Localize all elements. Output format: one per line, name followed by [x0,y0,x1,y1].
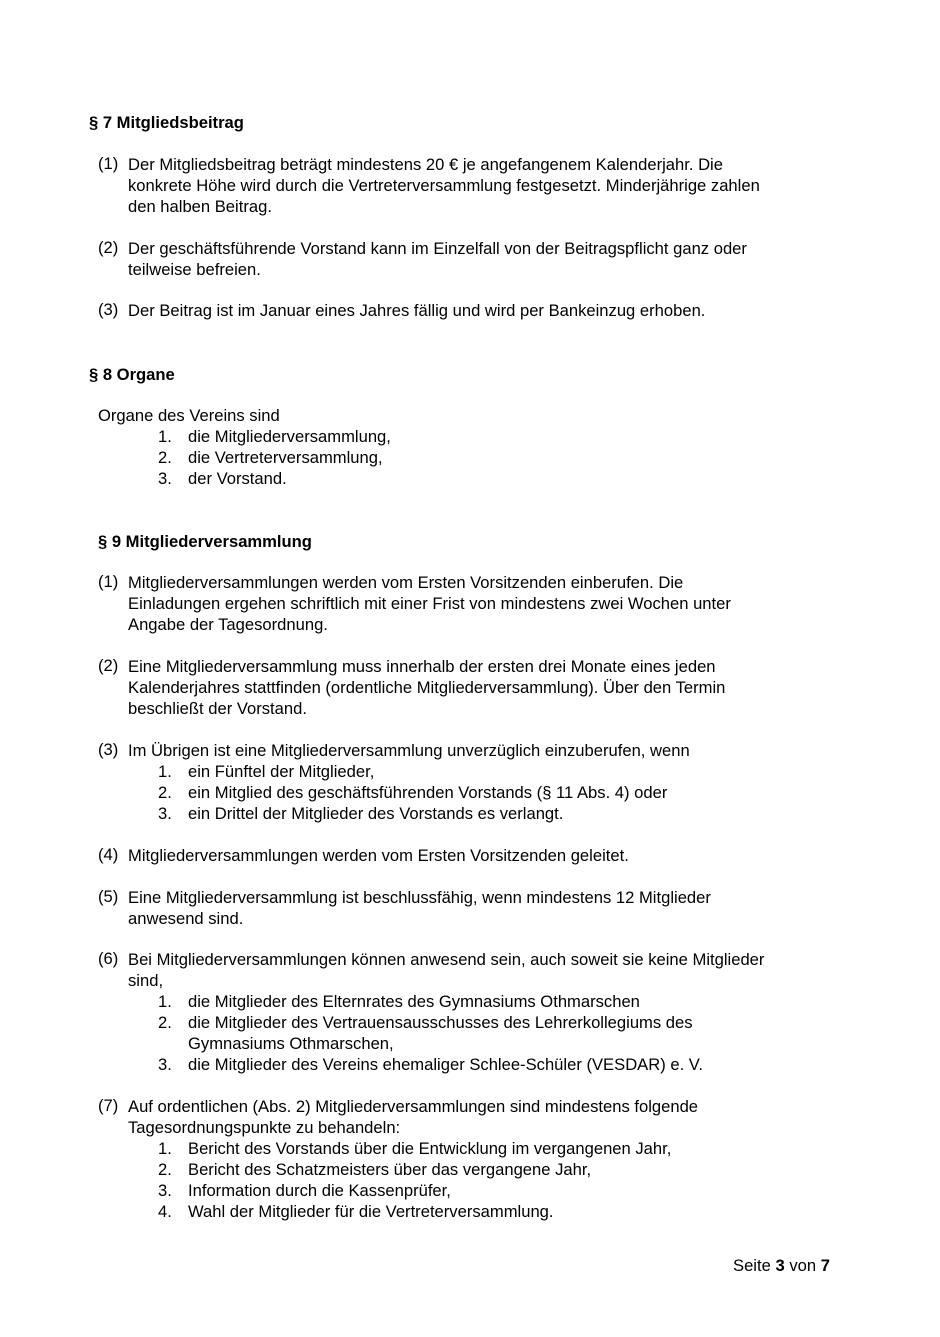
text-line: Im Übrigen ist eine Mitgliederversammlung unverzüglich einzuberufen, wenn [128,741,690,760]
item-number: 4. [158,1202,172,1221]
item-number: 2. [158,448,172,467]
text-line: konkrete Höhe wird durch die Vertreterversammlung festgesetzt. Minderjährige zahlen [128,176,760,195]
paragraph-number: (5) [98,887,119,906]
text-line: Der geschäftsführende Vorstand kann im Einzelfall von der Beitragspflicht ganz oder [128,239,747,258]
paragraph-text [128,656,838,719]
paragraph-number: (1) [98,154,119,173]
text-line: sind, [128,971,164,990]
item-text: die Vertreterversammlung, [188,448,383,467]
current-page-number: 3 [775,1256,785,1275]
item-number: 3. [158,469,172,488]
text-line: beschließt der Vorstand. [128,699,307,718]
page-number-footer [733,1255,830,1276]
paragraph-text [128,845,838,866]
item-text: die Mitglieder des Vereins ehemaliger Schlee-Schüler (VESDAR) e. V. [188,1055,703,1074]
paragraph-text [128,300,838,321]
total-page-count: 7 [820,1256,830,1275]
paragraph-number: (3) [98,740,119,759]
paragraph-number: (7) [98,1096,119,1115]
item-text: Wahl der Mitglieder für die Vertreterversammlung. [188,1202,554,1221]
item-text: Bericht des Vorstands über die Entwicklung im vergangenen Jahr, [188,1139,672,1158]
text-line: Eine Mitgliederversammlung muss innerhalb der ersten drei Monate eines jeden [128,657,716,676]
item-text: die Mitgliederversammlung, [188,427,391,446]
item-number: 2. [158,783,172,802]
text-line: anwesend sind. [128,909,244,928]
section-8-heading: § 8 Organe [89,365,175,384]
text-line: Einladungen ergehen schriftlich mit einer Frist von mindestens zwei Wochen unter [128,594,731,613]
s8-intro: Organe des Vereins sind [98,406,280,425]
item-text: Bericht des Schatzmeisters über das vergangene Jahr, [188,1160,592,1179]
item-text: Information durch die Kassenprüfer, [188,1181,451,1200]
item-text: die Mitglieder des Elternrates des Gymnasiums Othmarschen [188,992,640,1011]
text-line: Mitgliederversammlungen werden vom Ersten Vorsitzenden einberufen. Die [128,573,684,592]
paragraph-text [128,154,838,217]
paragraph-number: (4) [98,845,119,864]
item-text: Gymnasiums Othmarschen, [188,1034,394,1053]
item-number: 1. [158,762,172,781]
text-line: teilweise befreien. [128,260,261,279]
text-line: Angabe der Tagesordnung. [128,615,328,634]
text-line: Tagesordnungspunkte zu behandeln: [128,1118,401,1137]
item-number: 3. [158,804,172,823]
text-line: den halben Beitrag. [128,197,272,216]
item-number: 3. [158,1055,172,1074]
section-7-heading: § 7 Mitgliedsbeitrag [89,113,244,132]
paragraph-text [128,1096,838,1138]
paragraph-number: (2) [98,238,119,257]
paragraph-text [128,572,838,635]
text-line: Eine Mitgliederversammlung ist beschlussfähig, wenn mindestens 12 Mitglieder [128,888,711,907]
footer-separator: von [789,1256,817,1275]
text-line: Kalenderjahres stattfinden (ordentliche Mitgliederversammlung). Über den Termin [128,678,726,697]
paragraph-text [128,740,838,761]
text-line: Bei Mitgliederversammlungen können anwesend sein, auch soweit sie keine Mitglieder [128,950,765,969]
section-9-heading: § 9 Mitgliederversammlung [98,532,312,551]
item-number: 1. [158,992,172,1011]
paragraph-text [128,949,838,991]
item-number: 2. [158,1013,172,1032]
item-number: 1. [158,427,172,446]
item-text: der Vorstand. [188,469,287,488]
item-text: ein Mitglied des geschäftsführenden Vorstands (§ 11 Abs. 4) oder [188,783,668,802]
footer-prefix: Seite [733,1256,771,1275]
item-number: 3. [158,1181,172,1200]
paragraph-text [128,238,838,280]
item-text: ein Fünftel der Mitglieder, [188,762,375,781]
item-text: ein Drittel der Mitglieder des Vorstands es verlangt. [188,804,564,823]
item-number: 1. [158,1139,172,1158]
paragraph-text [128,887,838,929]
paragraph-number: (3) [98,300,119,319]
paragraph-number: (1) [98,572,119,591]
paragraph-number: (6) [98,949,119,968]
text-line: Mitgliederversammlungen werden vom Ersten Vorsitzenden geleitet. [128,846,629,865]
text-line: Auf ordentlichen (Abs. 2) Mitgliederversammlungen sind mindestens folgende [128,1097,699,1116]
text-line: Der Beitrag ist im Januar eines Jahres fällig und wird per Bankeinzug erhoben. [128,301,706,320]
text-line: Der Mitgliedsbeitrag beträgt mindestens 20 € je angefangenem Kalenderjahr. Die [128,155,723,174]
item-number: 2. [158,1160,172,1179]
paragraph-number: (2) [98,656,119,675]
item-text: die Mitglieder des Vertrauensausschusses des Lehrerkollegiums des [188,1013,693,1032]
